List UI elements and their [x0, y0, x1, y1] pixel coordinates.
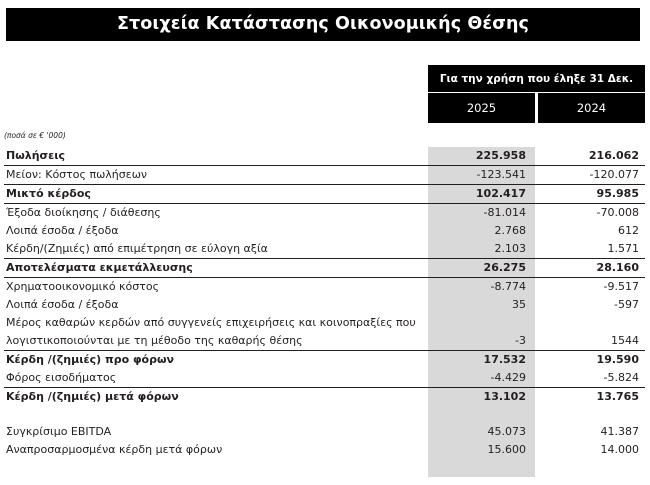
cell-2025: 2.103	[428, 240, 535, 259]
table-row	[4, 259, 645, 278]
table-row	[4, 222, 645, 240]
cell-2025: 15.600	[487, 442, 526, 456]
table-row	[4, 423, 645, 441]
page-title: Στοιχεία Κατάστασης Οικονομικής Θέσης	[116, 13, 529, 34]
row-label: Λοιπά έσοδα / έξοδα	[6, 223, 119, 237]
financial-statement-table	[4, 147, 645, 459]
cell-2025: 102.417	[428, 185, 535, 204]
cell-2024: 41.387	[600, 424, 639, 438]
cell-2025: 26.275	[428, 259, 535, 278]
table-row	[4, 278, 645, 297]
table-row	[4, 369, 645, 388]
cell-2025: -81.014	[483, 205, 526, 219]
units-note: (ποσά σε € '000)	[4, 131, 66, 140]
cell-2024: -120.077	[535, 166, 645, 185]
cell-2025: -3	[428, 332, 535, 351]
table-row	[4, 351, 645, 370]
cell-2024	[535, 314, 645, 332]
table-row	[4, 332, 645, 351]
row-label: Κέρδη /(ζημιές) προ φόρων	[6, 352, 175, 366]
cell-2024: 612	[618, 223, 639, 237]
row-label: λογιστικοποιούνται με τη μέθοδο της καθαρής θέσης	[4, 332, 428, 351]
cell-2024: 19.590	[596, 352, 639, 366]
column-header-2025: 2025	[428, 93, 535, 123]
cell-2025: 2.768	[494, 223, 526, 237]
year-header-row	[428, 93, 645, 123]
column-group-header	[428, 65, 645, 92]
row-label: Κέρδη/(Ζημιές) από επιμέτρηση σε εύλογη αξία	[4, 240, 428, 259]
row-label: Αποτελέσματα εκμετάλλευσης	[4, 259, 428, 278]
row-label: Φόρος εισοδήματος	[4, 369, 428, 388]
cell-2024: 95.985	[535, 185, 645, 204]
row-label: Μικτό κέρδος	[4, 185, 428, 204]
cell-2025: 13.102	[483, 389, 526, 403]
cell-2025: 225.958	[428, 147, 535, 166]
cell-2024: -5.824	[535, 369, 645, 388]
cell-2024: 28.160	[535, 259, 645, 278]
cell-2024: 13.765	[596, 389, 639, 403]
cell-2025: 45.073	[487, 424, 526, 438]
cell-2024: -597	[614, 297, 639, 311]
cell-2024: 1544	[535, 332, 645, 351]
row-label: Έξοδα διοίκησης / διάθεσης	[6, 205, 161, 219]
row-label: Πωλήσεις	[4, 147, 428, 166]
cell-2025: -8.774	[490, 279, 526, 293]
table-row	[4, 166, 645, 185]
row-label: Μείον: Κόστος πωλήσεων	[4, 166, 428, 185]
cell-2025: -4.429	[428, 369, 535, 388]
cell-2024: 216.062	[535, 147, 645, 166]
table-row	[4, 204, 645, 223]
table-row	[4, 185, 645, 204]
cell-2025: 17.532	[483, 352, 526, 366]
row-label: Χρηματοοικονομικό κόστος	[6, 279, 160, 293]
table-body	[4, 147, 645, 459]
table-row	[4, 296, 645, 314]
column-header-2024: 2024	[538, 93, 645, 123]
row-label: Λοιπά έσοδα / έξοδα	[6, 297, 119, 311]
cell-2024: -9.517	[603, 279, 639, 293]
row-label: Συγκρίσιμο EBITDA	[6, 424, 112, 438]
cell-2025	[428, 314, 535, 332]
row-label: Κέρδη /(ζημιές) μετά φόρων	[6, 389, 179, 403]
document-title-banner	[6, 8, 640, 41]
table-spacer-row	[4, 406, 645, 423]
table-row	[4, 147, 645, 166]
cell-2025	[428, 406, 535, 423]
row-label	[4, 406, 428, 423]
table-row	[4, 240, 645, 259]
cell-2025: 35	[512, 297, 526, 311]
cell-2024: -70.008	[596, 205, 639, 219]
cell-2024: 14.000	[600, 442, 639, 456]
table-row	[4, 388, 645, 407]
column-group-header-label: Για την χρήση που έληξε 31 Δεκ.	[439, 72, 634, 85]
cell-2025: -123.541	[428, 166, 535, 185]
row-label: Μέρος καθαρών κερδών από συγγενείς επιχειρήσεις και κοινοπραξίες που	[6, 315, 416, 329]
table-row	[4, 314, 645, 332]
row-label: Αναπροσαρμοσμένα κέρδη μετά φόρων	[6, 442, 223, 456]
table-row	[4, 441, 645, 459]
cell-2024: 1.571	[535, 240, 645, 259]
cell-2024	[535, 406, 645, 423]
